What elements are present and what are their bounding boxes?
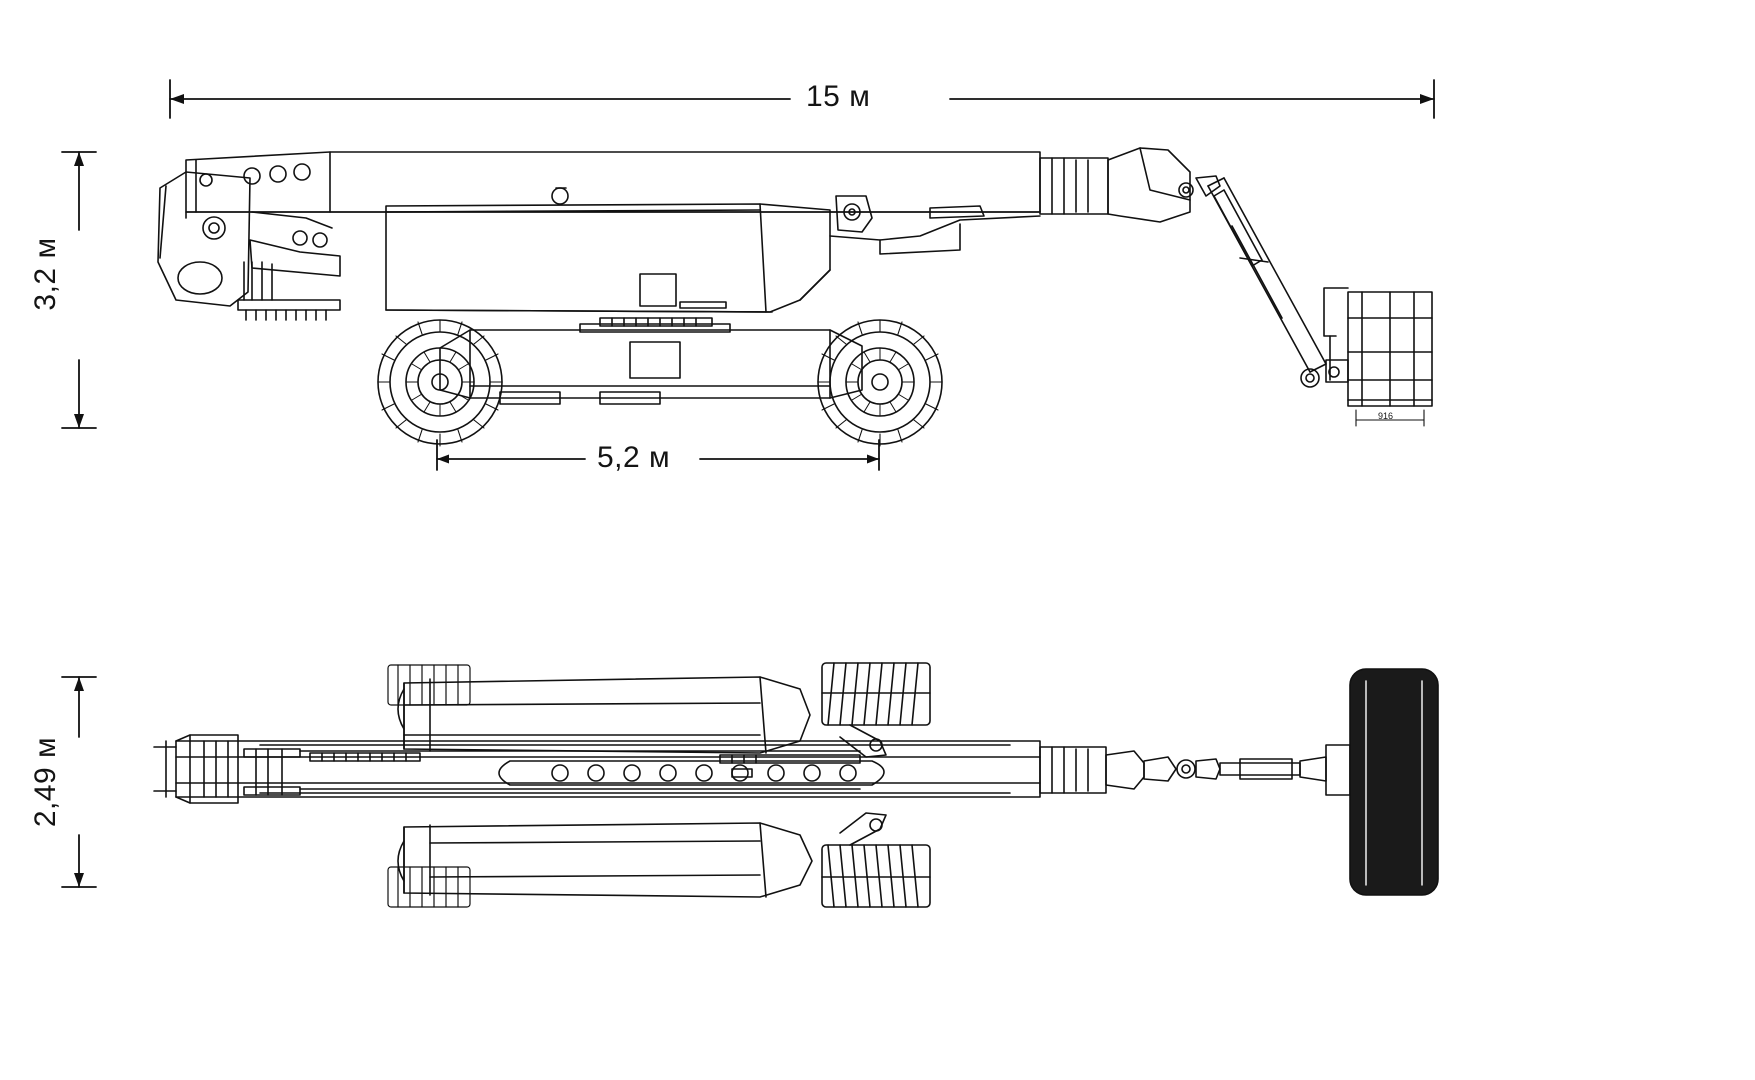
work-platform-plan: [1350, 669, 1438, 895]
chassis-plan-lower: [404, 823, 812, 897]
dimension-label-overall-height: 3,2 м: [29, 237, 62, 311]
dimension-overall-height: [62, 152, 96, 428]
counterweight-plan: [398, 689, 404, 881]
dimension-label-wheelbase: 5,2 м: [597, 441, 671, 474]
dimension-overall-width: [62, 677, 96, 887]
upper-structure-body: [386, 188, 1040, 312]
dimension-overall-length: [170, 80, 1434, 118]
wheel-plan-front-lower: [822, 813, 930, 907]
dimension-label-platform-width: 916: [1378, 411, 1394, 421]
wheel-plan-front-upper: [822, 663, 930, 757]
boom-assembly: [186, 148, 1326, 387]
top-view-drawing: [0, 645, 1755, 1065]
dimension-label-overall-length: 15 м: [806, 80, 871, 113]
front-wheel: [818, 320, 942, 446]
chassis-frame: [440, 318, 862, 404]
work-platform: [1324, 288, 1432, 426]
dimension-label-overall-width: 2,49 м: [29, 736, 62, 828]
boom-plan: [176, 741, 1040, 797]
telescopic-jib-plan: [1040, 745, 1350, 795]
